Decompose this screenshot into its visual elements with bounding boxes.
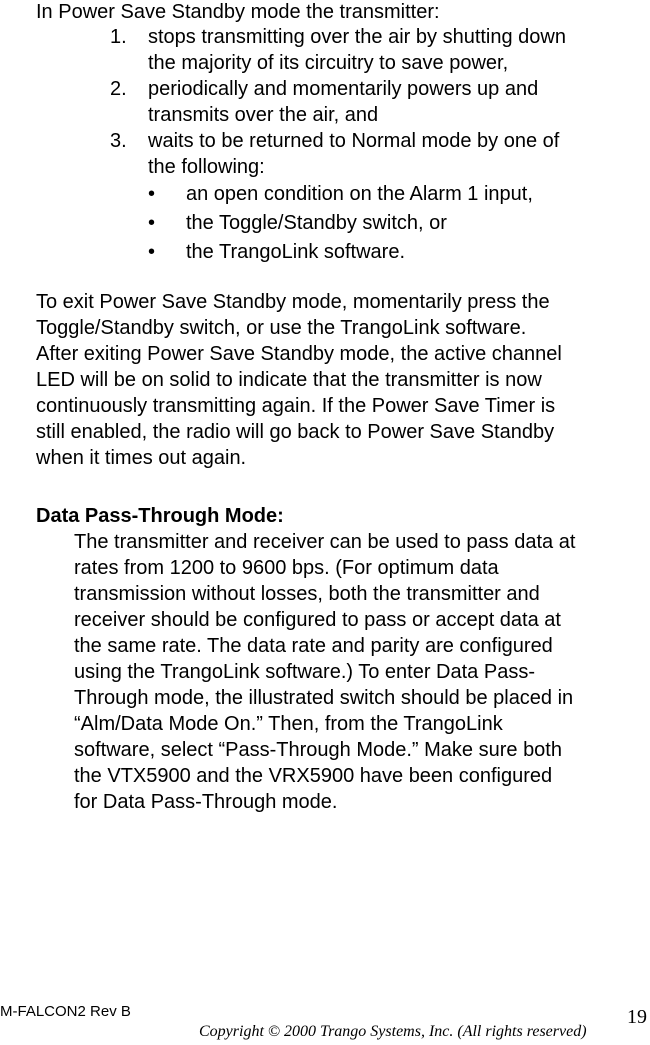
page-number: 19 — [627, 1006, 647, 1028]
list-item-text — [148, 128, 648, 180]
paragraph-line: software, select “Pass-Through Mode.” Make sure both — [74, 739, 562, 761]
paragraph-line: To exit Power Save Standby mode, momentarily press the — [36, 291, 550, 313]
numbered-list-item — [110, 76, 648, 128]
bullet-list-item — [148, 209, 533, 238]
paragraph-line: the VTX5900 and the VRX5900 have been configured — [74, 765, 553, 787]
paragraph-line: using the TrangoLink software.) To enter Data Pass- — [74, 661, 535, 683]
list-item-line: transmits over the air, and — [148, 104, 379, 126]
list-item-text — [148, 24, 648, 76]
list-item-line: stops transmitting over the air by shutting down — [148, 26, 566, 48]
numbered-list — [110, 24, 648, 180]
paragraph-line: Through mode, the illustrated switch should be placed in — [74, 687, 574, 709]
exit-standby-paragraph — [36, 289, 650, 471]
numbered-list-item — [110, 128, 648, 180]
paragraph-line: for Data Pass-Through mode. — [74, 791, 338, 813]
footer-copyright: Copyright © 2000 Trango Systems, Inc. (All rights reserved) — [199, 1023, 587, 1040]
bullet-icon: • — [148, 183, 156, 205]
bullet-icon: • — [148, 241, 156, 263]
list-item-line: the majority of its circuitry to save power, — [148, 52, 509, 74]
paragraph-line: LED will be on solid to indicate that the transmitter is now — [36, 369, 542, 391]
paragraph-line: the same rate. The data rate and parity are configured — [74, 635, 553, 657]
section-heading: Data Pass-Through Mode: — [36, 505, 284, 527]
list-item-text — [148, 76, 648, 128]
list-number: 3. — [110, 130, 127, 152]
bullet-icon: • — [148, 212, 156, 234]
bullet-list — [148, 180, 533, 267]
footer-doc-id: M-FALCON2 Rev B — [0, 1003, 131, 1020]
list-item-line: periodically and momentarily powers up and — [148, 78, 539, 100]
list-number: 1. — [110, 26, 127, 48]
paragraph-line: rates from 1200 to 9600 bps. (For optimum data — [74, 557, 499, 579]
paragraph-line: “Alm/Data Mode On.” Then, from the TrangoLink — [74, 713, 503, 735]
paragraph-line: Toggle/Standby switch, or use the TrangoLink software. — [36, 317, 527, 339]
paragraph-line: receiver should be configured to pass or accept data at — [74, 609, 561, 631]
bullet-text: the TrangoLink software. — [186, 241, 406, 263]
list-item-line: waits to be returned to Normal mode by one of — [148, 130, 560, 152]
bullet-text: the Toggle/Standby switch, or — [186, 212, 447, 234]
pass-through-paragraph — [74, 529, 650, 815]
paragraph-line: After exiting Power Save Standby mode, the active channel — [36, 343, 562, 365]
numbered-list-item — [110, 24, 648, 76]
paragraph-line: still enabled, the radio will go back to Power Save Standby — [36, 421, 555, 443]
paragraph-line: when it times out again. — [36, 447, 247, 469]
paragraph-line: continuously transmitting again. If the Power Save Timer is — [36, 395, 556, 417]
paragraph-line: transmission without losses, both the transmitter and — [74, 583, 540, 605]
bullet-text: an open condition on the Alarm 1 input, — [186, 183, 533, 205]
bullet-list-item — [148, 180, 533, 209]
paragraph-line: The transmitter and receiver can be used to pass data at — [74, 531, 576, 553]
intro-text: In Power Save Standby mode the transmitter: — [36, 1, 440, 23]
list-number: 2. — [110, 78, 127, 100]
bullet-list-item — [148, 238, 533, 267]
list-item-line: the following: — [148, 156, 265, 178]
